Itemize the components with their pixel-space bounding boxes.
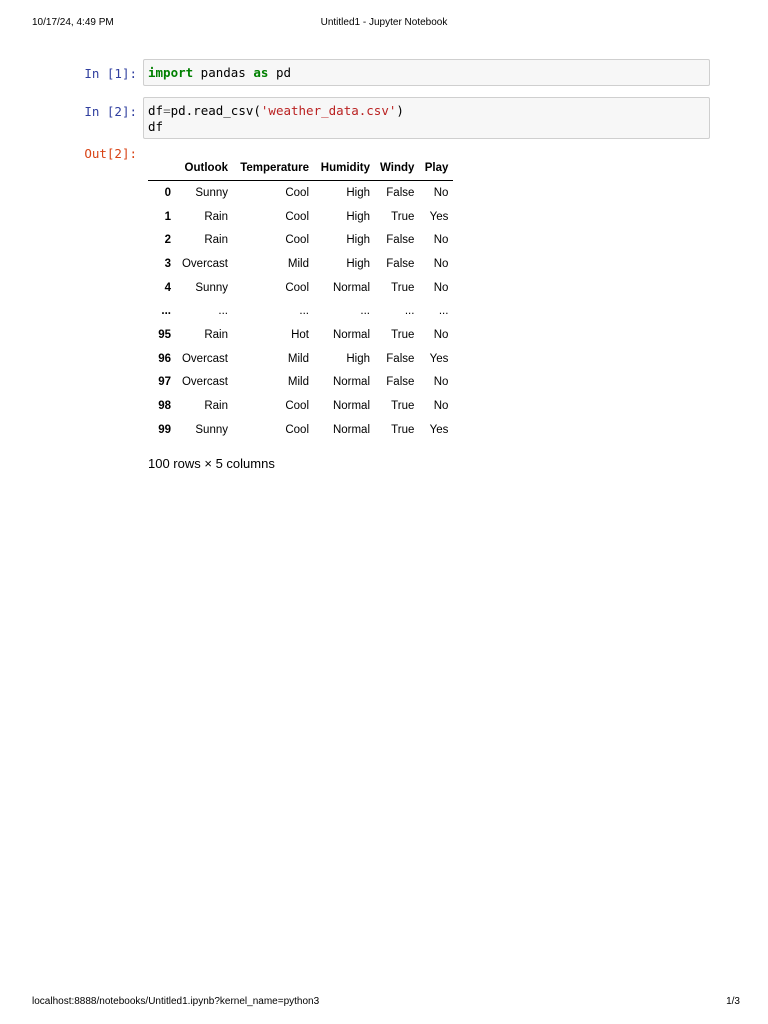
row-index: 96: [158, 352, 171, 365]
cell-windy: True: [391, 400, 415, 413]
cell-outlook: Rain: [204, 328, 228, 341]
code-line-2: df: [148, 119, 164, 134]
row-index: ...: [161, 305, 171, 318]
cell-outlook: Rain: [204, 210, 228, 223]
cell-windy: False: [386, 186, 415, 199]
code-call: pd.read_csv(: [170, 103, 261, 118]
cell-humidity: Normal: [332, 423, 370, 436]
cell-temperature: Mild: [287, 352, 309, 365]
row-index: 97: [158, 376, 171, 389]
cell-windy: True: [391, 210, 415, 223]
table-row: [148, 252, 453, 276]
print-header: [32, 17, 736, 31]
cell-2-code-editor[interactable]: [143, 97, 710, 139]
cell-temperature: Cool: [285, 234, 309, 247]
cell-1-code-editor[interactable]: [143, 59, 710, 86]
cell-windy: ...: [404, 305, 415, 318]
cell-humidity: Normal: [332, 328, 370, 341]
cell-temperature: Mild: [287, 257, 309, 270]
cell-outlook: Rain: [204, 400, 228, 413]
cell-play: ...: [438, 305, 449, 318]
table-row: [148, 205, 453, 229]
cell-1-in-prompt: In [1]:: [84, 66, 137, 81]
cell-play: Yes: [429, 352, 449, 365]
cell-humidity: Normal: [332, 376, 370, 389]
cell-outlook: ...: [218, 305, 228, 318]
row-index: 2: [164, 234, 171, 247]
table-row: [148, 371, 453, 395]
table-row: [148, 347, 453, 371]
cell-humidity: Normal: [332, 281, 370, 294]
row-index: 4: [164, 281, 171, 294]
table-row-ellipsis: [148, 299, 453, 323]
cell-play: Yes: [429, 423, 449, 436]
cell-temperature: Cool: [285, 281, 309, 294]
cell-windy: False: [386, 257, 415, 270]
cell-play: No: [433, 234, 449, 247]
cell-temperature: Cool: [285, 186, 309, 199]
cell-windy: True: [391, 328, 415, 341]
cell-outlook: Sunny: [195, 281, 228, 294]
cell-play: No: [433, 257, 449, 270]
cell-temperature: Cool: [285, 210, 309, 223]
cell-temperature: Hot: [291, 328, 309, 341]
cell-2-in-prompt: In [2]:: [84, 104, 137, 119]
cell-play: No: [433, 281, 449, 294]
print-datetime: 10/17/24, 4:49 PM: [32, 17, 114, 28]
row-index: 99: [158, 423, 171, 436]
row-index: 1: [164, 210, 171, 223]
print-page-number: 1/3: [726, 996, 740, 1007]
cell-outlook: Sunny: [195, 423, 228, 436]
cell-humidity: High: [346, 210, 370, 223]
cell-2-out-prompt: Out[2]:: [84, 146, 137, 161]
table-header-outlook: Outlook: [176, 156, 233, 181]
table-header-play: Play: [419, 156, 453, 181]
cell-play: No: [433, 376, 449, 389]
table-header-windy: Windy: [375, 156, 419, 181]
cell-humidity: High: [346, 352, 370, 365]
cell-humidity: High: [346, 186, 370, 199]
table-header-index: [148, 156, 176, 181]
cell-2-output: [148, 156, 453, 471]
cell-outlook: Overcast: [181, 352, 228, 365]
row-index: 98: [158, 400, 171, 413]
cell-windy: True: [391, 423, 415, 436]
cell-play: No: [433, 400, 449, 413]
print-url: localhost:8888/notebooks/Untitled1.ipynb?kernel_name=python3: [32, 996, 320, 1007]
table-row: [148, 276, 453, 300]
cell-play: No: [433, 328, 449, 341]
code-string-arg: 'weather_data.csv': [260, 103, 397, 118]
code-module: pandas: [193, 65, 254, 80]
print-page-title: Untitled1 - Jupyter Notebook: [320, 17, 448, 28]
code-variable: df: [148, 103, 164, 118]
cell-windy: False: [386, 352, 415, 365]
code-operator: =: [163, 103, 171, 118]
cell-temperature: ...: [299, 305, 309, 318]
cell-humidity: ...: [360, 305, 370, 318]
code-keyword-as: as: [253, 65, 269, 80]
cell-outlook: Overcast: [181, 257, 228, 270]
cell-humidity: High: [346, 234, 370, 247]
cell-outlook: Overcast: [181, 376, 228, 389]
cell-temperature: Cool: [285, 423, 309, 436]
cell-outlook: Rain: [204, 234, 228, 247]
print-footer: [32, 996, 740, 1010]
table-row: [148, 418, 453, 442]
table-row: [148, 394, 453, 418]
row-index: 0: [164, 186, 171, 199]
table-header-temperature: Temperature: [233, 156, 314, 181]
table-row: [148, 323, 453, 347]
dataframe-shape-note: 100 rows × 5 columns: [148, 455, 275, 471]
cell-windy: True: [391, 281, 415, 294]
table-header-row: [148, 156, 453, 181]
cell-temperature: Cool: [285, 400, 309, 413]
table-header-humidity: Humidity: [314, 156, 375, 181]
row-index: 3: [164, 257, 171, 270]
row-index: 95: [158, 328, 171, 341]
code-close-paren: ): [396, 103, 404, 118]
dataframe-table: [148, 156, 453, 442]
cell-windy: False: [386, 376, 415, 389]
cell-temperature: Mild: [287, 376, 309, 389]
cell-humidity: Normal: [332, 400, 370, 413]
table-row: [148, 181, 453, 205]
cell-play: No: [433, 186, 449, 199]
cell-play: Yes: [429, 210, 449, 223]
cell-humidity: High: [346, 257, 370, 270]
code-alias: pd: [268, 65, 292, 80]
cell-outlook: Sunny: [195, 186, 228, 199]
table-row: [148, 228, 453, 252]
code-keyword-import: import: [148, 65, 194, 80]
cell-windy: False: [386, 234, 415, 247]
